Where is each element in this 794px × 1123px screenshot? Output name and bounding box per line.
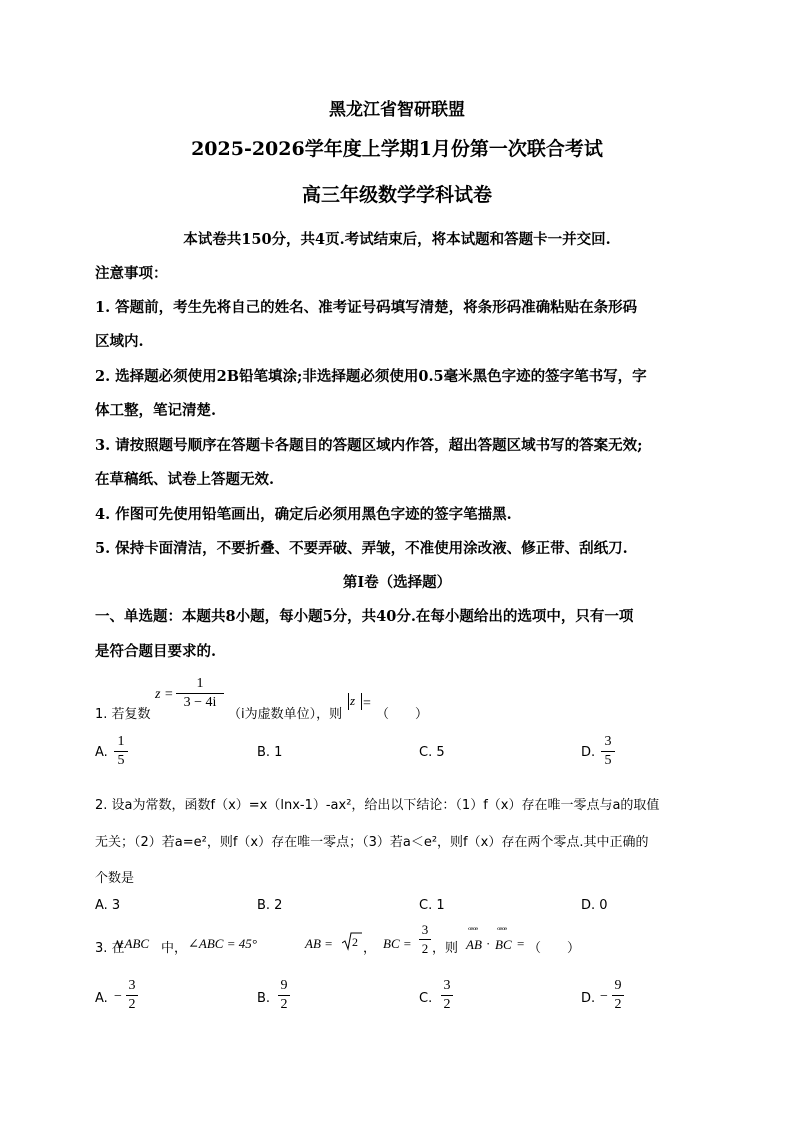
- q1-option-d-num: 3: [604, 734, 612, 749]
- q3-angle: ∠ABC = 45°: [188, 936, 257, 951]
- note-4: 4. 作图可先使用铅笔画出，确定后必须用黑色字迹的签字笔描黑.: [95, 506, 512, 523]
- q3-vec-bc: BC: [495, 937, 512, 952]
- q3-eq: =: [517, 936, 525, 951]
- q3-vec-mark-1: ꟹꟹ: [468, 926, 478, 936]
- paper-title: 高三年级数学学科试卷: [301, 184, 492, 206]
- q1-option-b: B. 1: [257, 745, 283, 760]
- q3-option-b-den: 2: [280, 997, 288, 1012]
- q3-sqrt: [342, 931, 362, 951]
- q3-option-c-den: 2: [443, 997, 451, 1012]
- q2-line-2: 无关；（2）若a=e²，则f（x）存在唯一零点；（3）若a＜e²，则f（x）存在两个零点.其中正确的: [95, 835, 649, 850]
- note-3-line-1: 3. 请按照题号顺序在答题卡各题目的答题区域内作答，超出答题区域书写的答案无效;: [95, 437, 643, 454]
- note-1-line-2: 区域内.: [95, 333, 144, 350]
- q1-option-a-label: A.: [95, 745, 108, 760]
- q1-option-d-den: 5: [604, 753, 612, 768]
- q3-prefix: 3. 在: [95, 941, 125, 956]
- q3-triangle: ∨ABC: [115, 936, 150, 951]
- q3-option-a-den: 2: [128, 997, 136, 1012]
- org-title: 黑龙江省智研联盟: [329, 100, 465, 120]
- q1-option-a: [114, 735, 128, 768]
- q2-option-a: A. 3: [95, 898, 121, 913]
- q3-bc-label: BC =: [383, 936, 412, 951]
- section-heading-line-1: 一、单选题：本题共8小题，每小题5分，共40分.在每小题给出的选项中，只有一项: [95, 608, 634, 625]
- q1-z-eq: z =: [155, 687, 174, 702]
- intro-text: 本试卷共150分，共4页.考试结束后，将本试题和答题卡一并交回.: [183, 231, 611, 248]
- q3-option-c: [441, 979, 453, 1012]
- q3-bc-num: 3: [421, 922, 429, 937]
- q2-option-b: B. 2: [257, 898, 283, 913]
- q3-dot: ·: [486, 936, 491, 951]
- q3-option-a-num: 3: [128, 978, 136, 993]
- q1-option-a-den: 5: [117, 753, 125, 768]
- q1-option-a-num: 1: [117, 734, 125, 749]
- q3-then: ，则: [432, 941, 459, 956]
- exam-title: 2025-2026学年度上学期1月份第一次联合考试: [191, 138, 603, 160]
- q3-ab-label: AB =: [305, 936, 333, 951]
- part-title: 第I卷（选择题）: [342, 574, 452, 591]
- q3-option-d-num: 9: [614, 978, 622, 993]
- section-heading-line-2: 是符合题目要求的.: [95, 643, 217, 660]
- q3-option-c-num: 3: [443, 978, 451, 993]
- q3-option-a-label: A.: [95, 991, 108, 1006]
- q3-vec-mark-2: ꟹꟹ: [497, 926, 507, 936]
- q3-middle: 中，: [161, 941, 188, 956]
- q1-fraction: [176, 677, 224, 710]
- q1-frac-den: 3 − 4i: [183, 695, 217, 710]
- q3-option-a-sign: −: [114, 989, 122, 1004]
- q3-option-d-label: D.: [581, 991, 596, 1006]
- q2-line-3: 个数是: [95, 871, 135, 886]
- q3-ab-value: 2: [352, 935, 358, 949]
- q1-option-c: C. 5: [419, 745, 445, 760]
- q1-prefix: 1. 若复数: [95, 707, 151, 722]
- q2-line-1: 2. 设a为常数，函数f（x）=x（lnx-1）-ax²，给出以下结论：（1）f（x）存在唯一零点与a的取值: [95, 798, 660, 813]
- q1-middle: （i为虚数单位），则: [228, 707, 343, 722]
- q3-vec-ab: AB: [466, 937, 482, 952]
- q3-option-d: [612, 979, 624, 1012]
- q3-option-d-den: 2: [614, 997, 622, 1012]
- q1-abs-var: z: [350, 693, 356, 708]
- q3-bc-frac: [419, 923, 431, 956]
- q3-paren: （ ）: [528, 941, 581, 956]
- q2-option-d: D. 0: [581, 898, 608, 913]
- note-5: 5. 保持卡面清洁，不要折叠、不要弄破、弄皱，不准使用涂改液、修正带、刮纸刀.: [95, 540, 628, 557]
- q3-option-b-num: 9: [280, 978, 288, 993]
- q3-option-c-label: C.: [419, 991, 433, 1006]
- note-2-line-2: 体工整，笔记清楚.: [95, 402, 217, 419]
- q3-bc-den: 2: [421, 941, 429, 956]
- q3-option-d-sign: −: [600, 989, 608, 1004]
- note-1-line-1: 1. 答题前，考生先将自己的姓名、准考证号码填写清楚，将条形码准确粘贴在条形码: [95, 299, 638, 316]
- q1-eq: =: [363, 696, 371, 711]
- q2-option-c: C. 1: [419, 898, 445, 913]
- q3-option-b: [278, 979, 290, 1012]
- note-2-line-1: 2. 选择题必须使用2B铅笔填涂;非选择题必须使用0.5毫米黑色字迹的签字笔书写，字: [95, 368, 647, 385]
- q1-option-d-label: D.: [581, 745, 596, 760]
- q1-paren: （ ）: [376, 707, 429, 722]
- q3-option-a: [126, 979, 138, 1012]
- q3-comma-1: ，: [363, 941, 377, 956]
- q1-frac-num: 1: [196, 676, 204, 691]
- note-3-line-2: 在草稿纸、试卷上答题无效.: [95, 471, 275, 488]
- q3-option-b-label: B.: [257, 991, 271, 1006]
- notes-heading: 注意事项：: [95, 265, 168, 282]
- q1-option-d: [601, 735, 615, 768]
